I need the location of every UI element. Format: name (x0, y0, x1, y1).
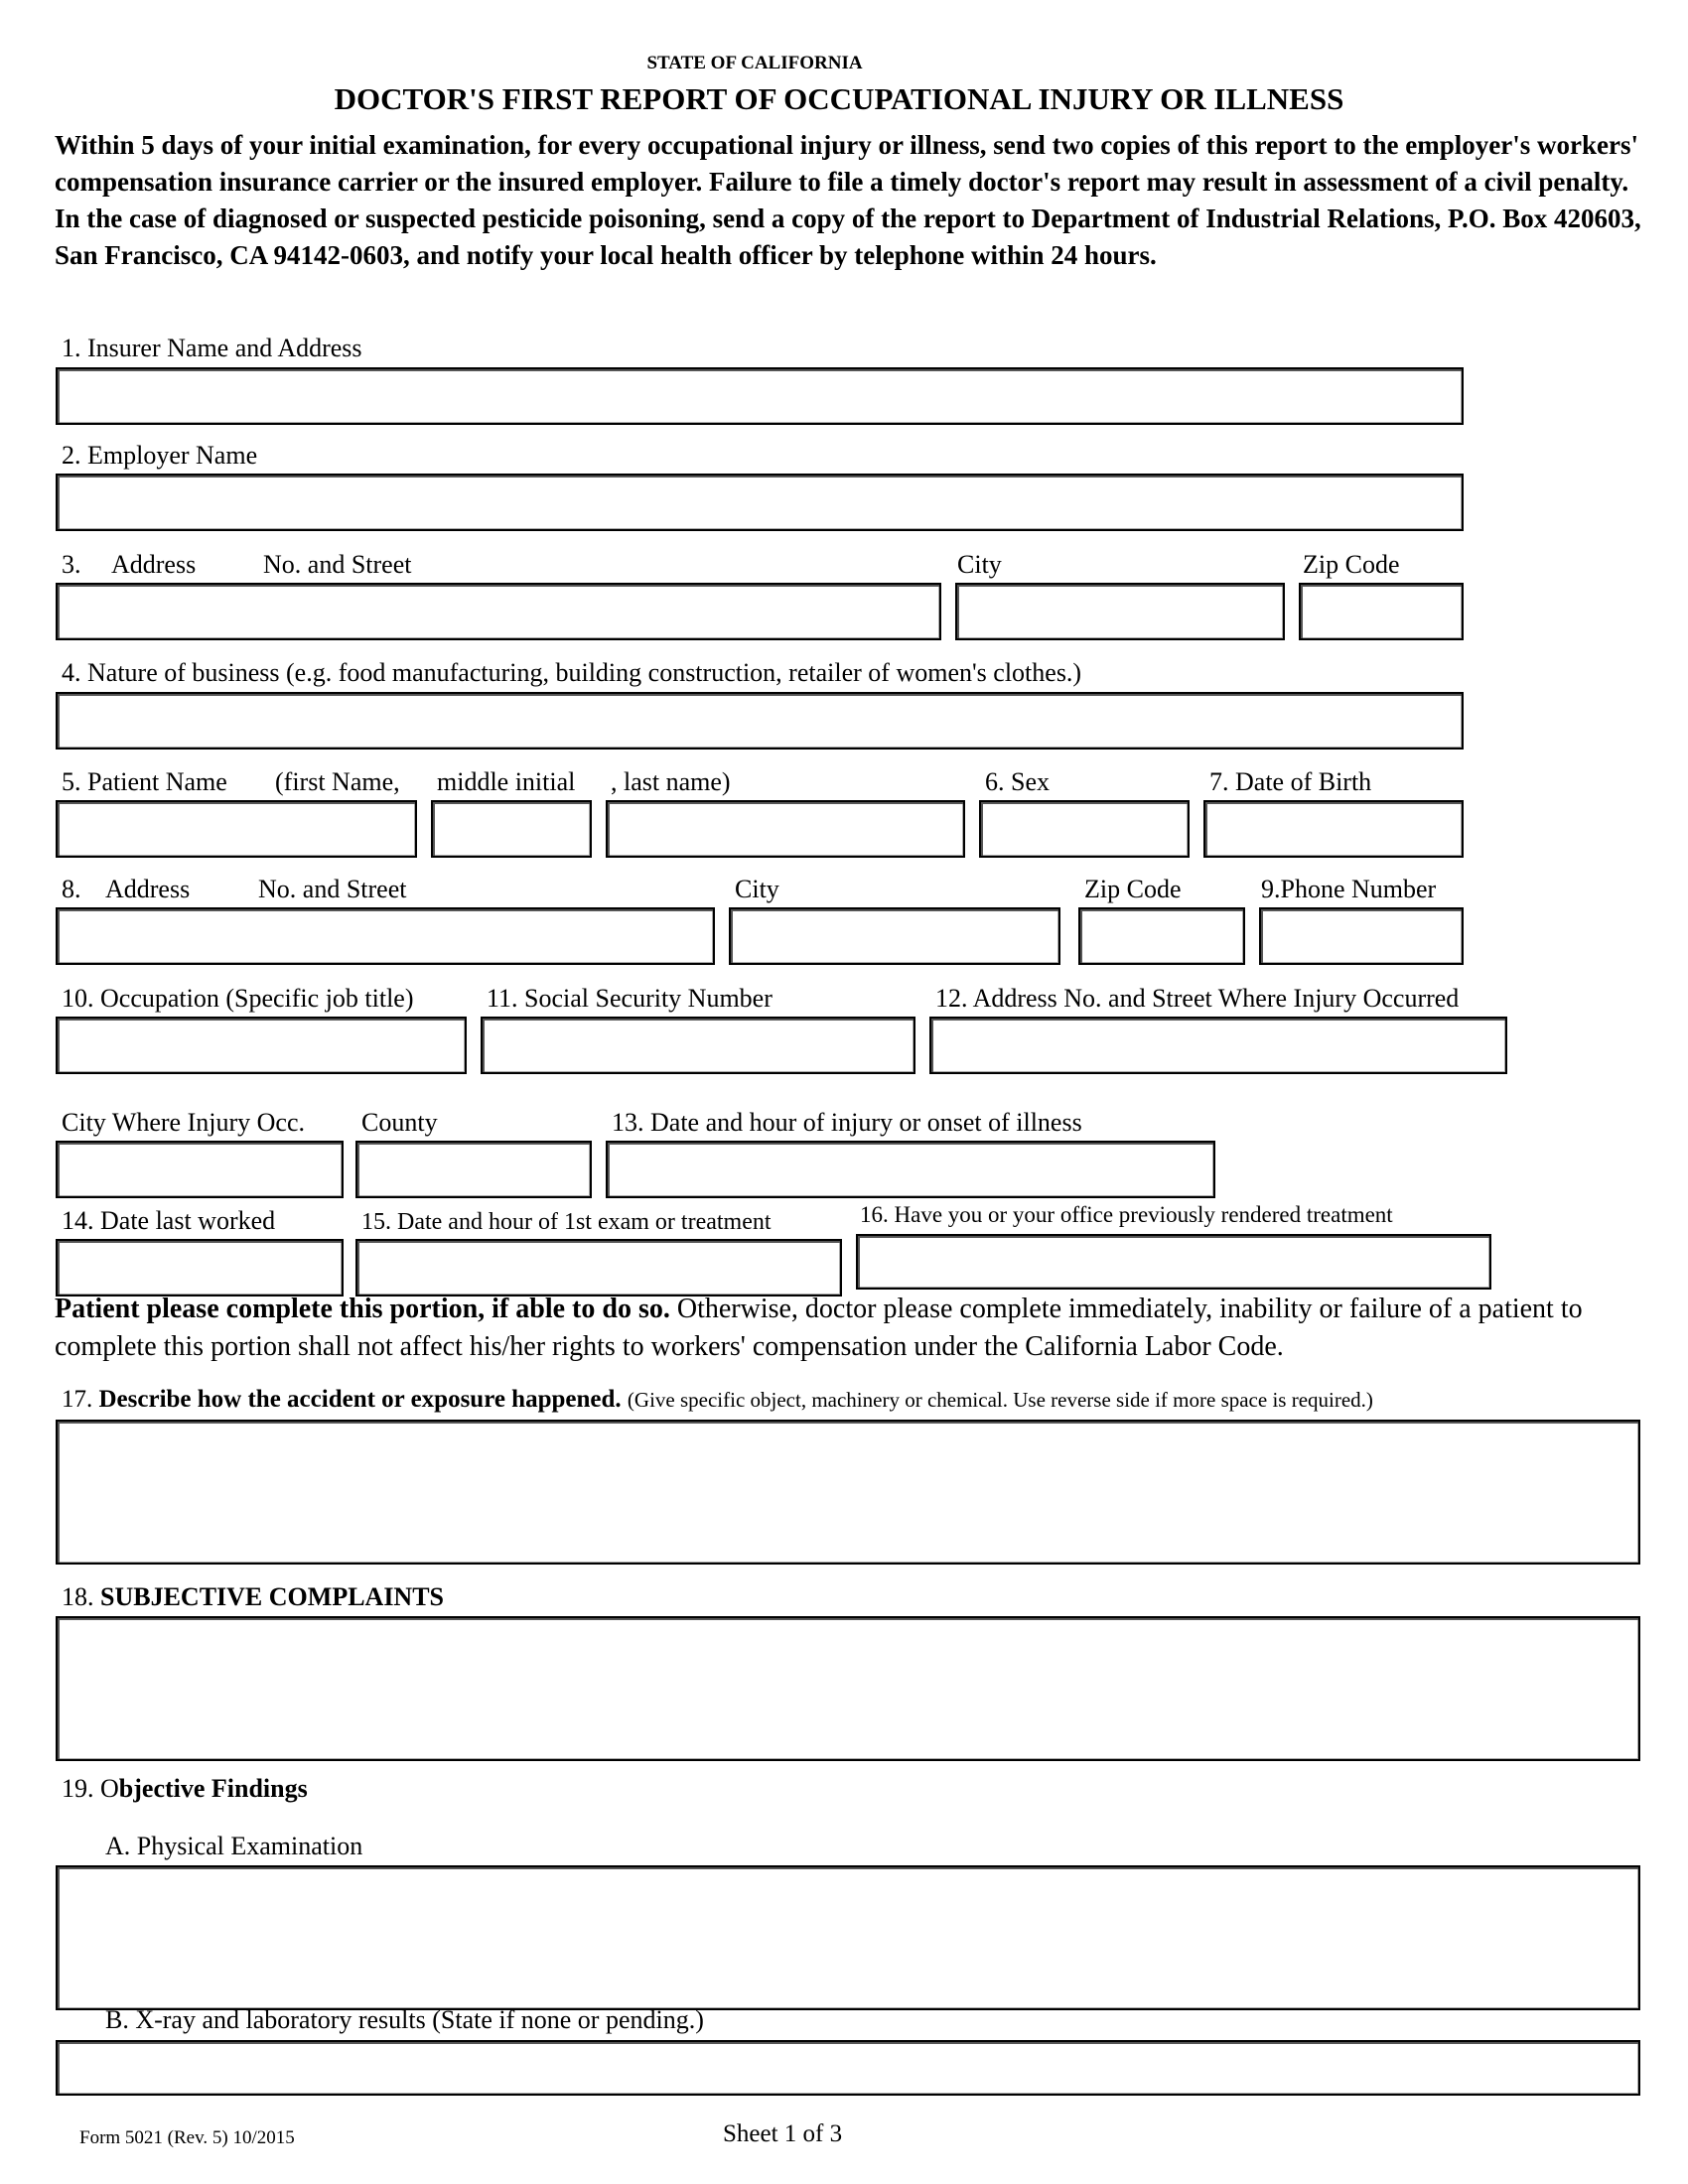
patient-zip-input[interactable] (1078, 907, 1245, 965)
field-2-label: 2. Employer Name (62, 441, 258, 470)
field-5-middle-label: middle initial (437, 767, 576, 796)
section-19b-label: B. X-ray and laboratory results (State if none or pending.) (105, 2005, 704, 2034)
patient-last-name-input[interactable] (606, 800, 965, 858)
field-9-label: 9.Phone Number (1261, 875, 1437, 903)
patient-first-name-input[interactable] (56, 800, 417, 858)
field-7-label: 7. Date of Birth (1209, 767, 1372, 796)
section-19-title: bjective Findings (118, 1774, 308, 1803)
subjective-complaints-input[interactable] (56, 1616, 1640, 1761)
insurer-name-address-input[interactable] (56, 367, 1464, 425)
field-13-label: 13. Date and hour of injury or onset of illness (612, 1108, 1082, 1137)
patient-sex-input[interactable] (979, 800, 1190, 858)
section-19a-label: A. Physical Examination (105, 1832, 363, 1860)
field-3-zip-label: Zip Code (1303, 550, 1400, 579)
nature-of-business-input[interactable] (56, 692, 1464, 750)
section-19-number: 19. O (62, 1774, 119, 1803)
field-14-label: 14. Date last worked (62, 1206, 276, 1235)
accident-description-input[interactable] (56, 1420, 1640, 1565)
sheet-number: Sheet 1 of 3 (723, 2120, 843, 2147)
field-3-street-label: No. and Street (263, 550, 412, 579)
patient-instruction-normal: Otherwise, doctor please complete immediately, inability or failure of a patient to complete this portion shall not affect his/her rights to workers' compensation under the California Labor Code. (55, 1294, 1583, 1362)
form-title: DOCTOR'S FIRST REPORT OF OCCUPATIONAL INJURY OR ILLNESS (334, 81, 1344, 116)
field-8-number: 8. (62, 875, 81, 903)
section-17-note: (Give specific object, machinery or chemical. Use reverse side if more space is required.) (627, 1388, 1373, 1412)
section-18-number: 18. (62, 1582, 94, 1611)
employer-zip-input[interactable] (1299, 583, 1464, 640)
field-11-label: 11. Social Security Number (487, 984, 773, 1013)
employer-street-input[interactable] (56, 583, 941, 640)
patient-instruction-bold: Patient please complete this portion, if able to do so. (55, 1294, 670, 1324)
patient-street-input[interactable] (56, 907, 715, 965)
injury-date-hour-input[interactable] (606, 1141, 1215, 1198)
occupation-input[interactable] (56, 1017, 467, 1074)
form-number: Form 5021 (Rev. 5) 10/2015 (79, 2127, 295, 2148)
section-18-title: SUBJECTIVE COMPLAINTS (100, 1582, 445, 1611)
physical-examination-input[interactable] (56, 1865, 1640, 2010)
city-injury-input[interactable] (56, 1141, 344, 1198)
employer-city-input[interactable] (955, 583, 1285, 640)
field-1-label: 1. Insurer Name and Address (62, 334, 362, 362)
patient-middle-initial-input[interactable] (431, 800, 592, 858)
ssn-input[interactable] (481, 1017, 915, 1074)
field-3-number: 3. (62, 550, 81, 579)
field-8-address-label: Address (105, 875, 191, 903)
section-17-label (62, 1387, 1373, 1412)
field-3-address-label: Address (111, 550, 197, 579)
employer-name-input[interactable] (56, 474, 1464, 531)
field-5-first-label: (first Name, (275, 767, 400, 796)
county-input[interactable] (355, 1141, 592, 1198)
date-last-worked-input[interactable] (56, 1239, 344, 1297)
field-15-label: 15. Date and hour of 1st exam or treatment (361, 1209, 772, 1235)
previous-treatment-input[interactable] (856, 1234, 1491, 1290)
injury-address-input[interactable] (929, 1017, 1507, 1074)
field-5-last-label: , last name) (611, 767, 731, 796)
first-exam-date-input[interactable] (355, 1239, 842, 1297)
field-4-label: 4. Nature of business (e.g. food manufacturing, building construction, retailer of women's clothes.) (62, 658, 1082, 687)
instructions-text: Within 5 days of your initial examination, for every occupational injury or illness, send two copies of this report to the employer's workers' compensation insurance carrier or the insured employer. Failure to file a timely doctor's report may result in assessment of a civil penalty. In the case of diagnosed or suspected pesticide poisoning, send a copy of the report to Department of Industrial Relations, P.O. Box 420603, San Francisco, CA 94142-0603, and notify your local health officer by telephone within 24 hours. (55, 130, 1641, 270)
section-18-label (62, 1584, 444, 1610)
field-8-city-label: City (735, 875, 779, 903)
section-19-label (62, 1776, 308, 1802)
field-16-label: 16. Have you or your office previously rendered treatment (860, 1202, 1393, 1227)
section-17-number: 17. (62, 1386, 93, 1413)
xray-lab-results-input[interactable] (56, 2040, 1640, 2096)
field-8-zip-label: Zip Code (1084, 875, 1182, 903)
county-label: County (361, 1108, 438, 1137)
field-12-label: 12. Address No. and Street Where Injury Occurred (935, 984, 1460, 1013)
state-label: STATE OF CALIFORNIA (646, 53, 863, 73)
field-10-label: 10. Occupation (Specific job title) (62, 984, 414, 1013)
date-of-birth-input[interactable] (1203, 800, 1464, 858)
field-5-label: 5. Patient Name (62, 767, 227, 796)
section-17-title: Describe how the accident or exposure happened. (98, 1386, 622, 1413)
phone-number-input[interactable] (1259, 907, 1464, 965)
field-3-city-label: City (957, 550, 1002, 579)
field-6-label: 6. Sex (985, 767, 1050, 796)
field-8-street-label: No. and Street (258, 875, 407, 903)
patient-city-input[interactable] (729, 907, 1060, 965)
city-injury-label: City Where Injury Occ. (62, 1108, 305, 1137)
patient-instruction (55, 1291, 1663, 1366)
